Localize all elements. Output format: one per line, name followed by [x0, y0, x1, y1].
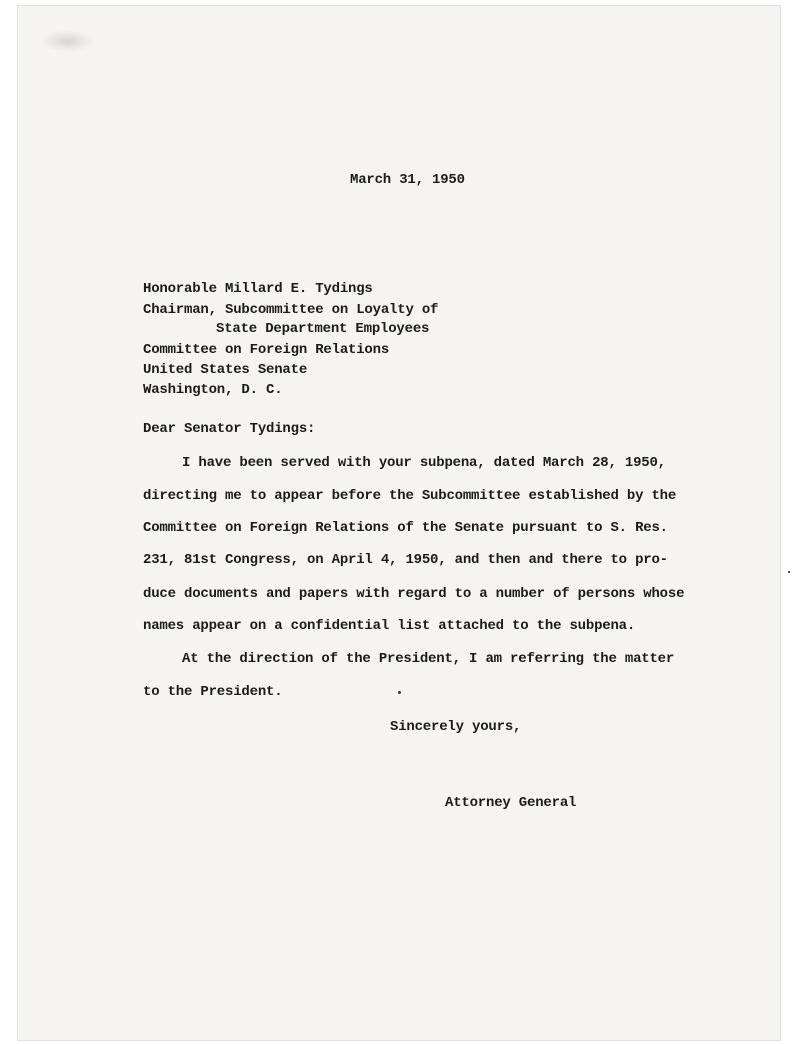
- address-line-3: State Department Employees: [216, 321, 430, 337]
- edge-dot: [788, 571, 790, 573]
- body-line-2: directing me to appear before the Subcommittee established by the: [143, 488, 677, 504]
- address-line-6: Washington, D. C.: [143, 382, 283, 398]
- address-line-4: Committee on Foreign Relations: [143, 342, 390, 358]
- ink-dot: [398, 691, 401, 694]
- body-line-7: At the direction of the President, I am referring the matter: [182, 651, 675, 667]
- address-line-5: United States Senate: [143, 362, 308, 378]
- address-line-2: Chairman, Subcommittee on Loyalty of: [143, 302, 439, 318]
- body-line-6: names appear on a confidential list attached to the subpena.: [143, 618, 636, 634]
- body-line-8: to the President.: [143, 684, 283, 700]
- salutation: Dear Senator Tydings:: [143, 421, 316, 437]
- closing: Sincerely yours,: [390, 719, 522, 735]
- signature-title: Attorney General: [445, 795, 577, 811]
- body-line-3: Committee on Foreign Relations of the Senate pursuant to S. Res.: [143, 520, 668, 536]
- body-line-5: duce documents and papers with regard to a number of persons whose: [143, 586, 685, 602]
- letter-date: March 31, 1950: [350, 172, 465, 188]
- body-line-4: 231, 81st Congress, on April 4, 1950, and then and there to pro-: [143, 552, 668, 568]
- address-line-1: Honorable Millard E. Tydings: [143, 281, 373, 297]
- body-line-1: I have been served with your subpena, dated March 28, 1950,: [182, 455, 666, 471]
